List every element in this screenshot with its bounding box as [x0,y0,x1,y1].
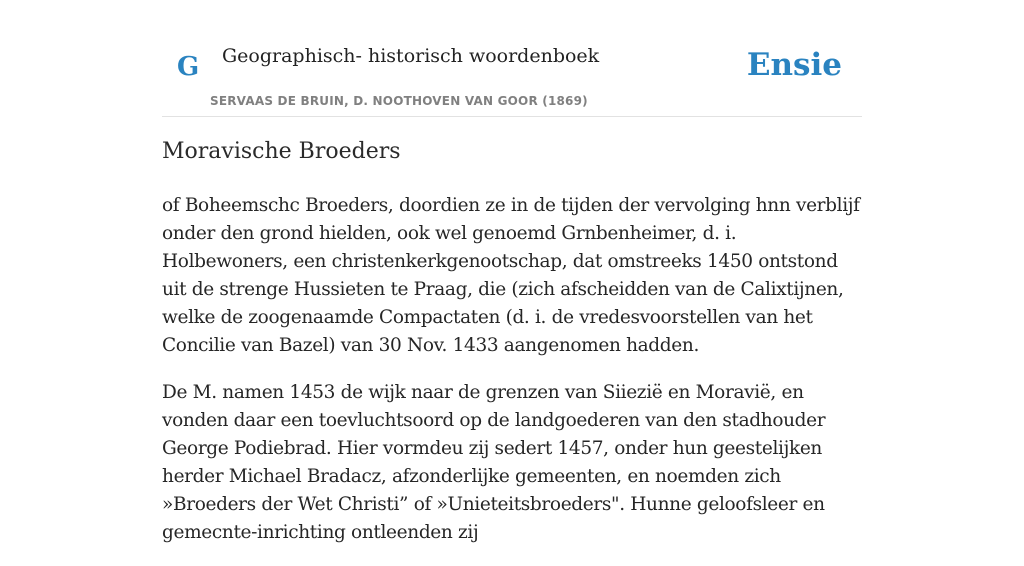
content-container [162,0,862,543]
article-paragraph: De M. namen 1453 de wijk naar de grenzen van Siiezië en Moravië, en vonden daar een toevluchtsoord op de landgoederen van den stadhouder George Podiebrad. Hier vormdeu zij sedert 1457, onder hun geestelijken herder Michael Bradacz, afzonderlijke gemeenten, en noemden zich »Broeders der Wet Christi” of »Unieteitsbroeders". Hunne geloofsleer en gemecnte-inrichting ontleenden zij [162,382,826,543]
article-title: Moravische Broeders [162,139,401,164]
article-paragraph: of Boheemschc Broeders, doordien ze in de tijden der vervolging hnn verblijf onder den grond hielden, ook wel genoemd Grnbenheimer, d. i. Holbewoners, een christenkerkgenootschap, dat omstreeks 1450 ontstond uit de strenge Hussieten te Praag, die (zich afscheidden van de Calixtijnen, welke de zoogenaamde Compactaten (d. i. de vredesvoorstellen van het Concilie van Bazel) van 30 Nov. 1433 aangenomen hadden. [162,195,860,356]
book-authors: SERVAAS DE BRUIN, D. NOOTHOVEN VAN GOOR (1869) [210,94,588,108]
book-title[interactable]: Geographisch- historisch woordenboek [222,45,600,67]
ensie-logo-link[interactable]: Ensie [746,47,842,83]
book-logo-icon[interactable]: G [177,52,200,82]
page-header [162,0,862,117]
article-body [162,192,862,566]
